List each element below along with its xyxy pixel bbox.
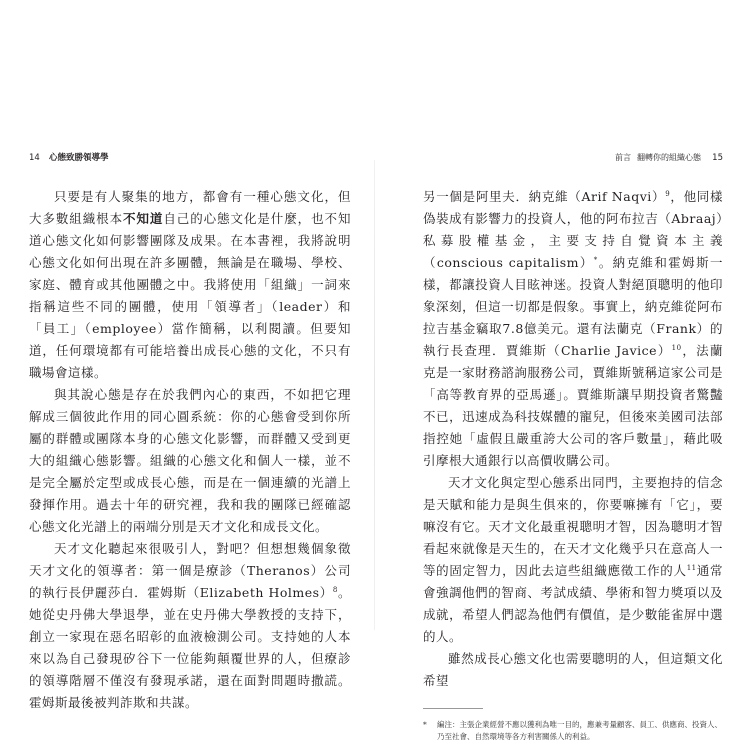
left-page-number: 14 — [29, 153, 40, 163]
footnote-text: 編注：主張企業經營不應以獲利為唯一目的，應兼考量顧客、員工、供應商、投資人、乃至社會、自然環境等各方利害關係人的利益。 — [437, 720, 722, 741]
paragraph — [29, 538, 351, 714]
left-page — [29, 150, 351, 714]
paragraph-text: 與其說心態是存在於我們內心的東西，不如把它理解成三個彼此作用的同心圓系統：你的心態會受到你所屬的群體或團隊本身的心態文化影響，而群體又受到更大的組織心態影響。組織的心態文化和個人一樣，並不是完全屬於定型或成長心態，而是在一個連續的光譜上發揮作用。過去十年的研究裡，我和我的團隊已經確認心態文化光譜上的兩端分別是天才文化和成長文化。 — [29, 387, 351, 534]
left-running-header — [29, 150, 351, 166]
paragraph — [423, 186, 723, 472]
paragraph-text: 雖然成長心態文化也需要聰明的人，但這類文化希望 — [423, 651, 723, 688]
endnote-marker: 9 — [665, 189, 671, 198]
left-running-title: 心態致勝領導學 — [49, 153, 109, 163]
paragraph-text: 另一個是阿里夫．納克維（Arif Naqvi） — [423, 189, 666, 204]
right-running-title: 翻轉你的組織心態 — [637, 153, 701, 162]
paragraph-text: ，法蘭克是一家財務諮詢服務公司，賈維斯號稱這家公司是「高等教育界的亞馬遜」。賈維斯讓早期投資者驚豔不已，迅速成為科技媒體的寵兒，但後來美國司法部指控她「虛假且嚴重誇大公司的客戶數量」，藉此吸引摩根大通銀行以高價收購公司。 — [423, 343, 723, 468]
footnote-mark: * — [423, 720, 427, 729]
paragraph — [29, 186, 351, 384]
paragraph-text: 通常會強調他們的智商、考試成績、學術和智力獎項以及成就，希望人們認為他們有價值，是少數能雀屏中選的人。 — [423, 563, 723, 644]
endnote-marker: 8 — [332, 585, 338, 594]
paragraph — [29, 384, 351, 538]
right-page-number: 15 — [712, 153, 723, 163]
right-page-body — [423, 186, 723, 743]
endnote-marker: 11 — [686, 563, 697, 572]
footnote-divider — [423, 708, 483, 709]
paragraph-text: 只要是有人聚集的地方，都會有一種心態文化，但大多數組織根本 — [29, 189, 351, 226]
paragraph-text: 天才文化聽起來很吸引人，對吧？但想想幾個象徵天才文化的領導者：第一個是療診（Theranos）公司的執行長伊麗莎白．霍姆斯（Elizabeth Holmes） — [29, 541, 351, 600]
page-gutter — [374, 160, 375, 630]
paragraph-text: ，他同樣偽裝成有影響力的投資人，他的阿布拉吉（Abraaj）私募股權基金，主要支持自覺資本主義（conscious capitalism） — [423, 189, 723, 270]
paragraph-text: 。納克維和霍姆斯一樣，都讓投資人目眩神迷。投資人對絕頂聰明的他印象深刻，但這一切都是假象。事實上，納克維從阿布拉吉基金竊取7.8億美元。還有法蘭克（Frank）的執行長查理．賈維斯（Charlie Javice） — [423, 255, 723, 358]
paragraph — [423, 472, 723, 648]
left-page-body — [29, 186, 351, 714]
paragraph-text: 自己的心態文化是什麼，也不知道心態文化如何影響團隊及成果。在本書裡，我將說明心態文化如何出現在許多團體，無論是在職場、學校、家庭、體育或其他團體之中。我將使用「組織」一詞來指稱這些不同的團體，使用「領導者」（leader）和「員工」（employee）當作簡稱，以利閱讀。但要知道，任何環境都有可能培養出成長心態的文化，不只有職場會這樣。 — [29, 211, 351, 380]
footnote-marker: * — [593, 255, 598, 264]
paragraph-text: 天才文化與定型心態系出同門，主要抱持的信念是天賦和能力是與生俱來的，你要嘛擁有「它」，要嘛沒有它。天才文化最重視聰明才智，因為聰明才智看起來就像是天生的，在天才文化幾乎只在意高人一等的固定智力，因此去這些組織應徵工作的人 — [423, 475, 723, 578]
right-running-header — [423, 150, 723, 166]
paragraph — [423, 648, 723, 692]
right-running-title-group — [615, 150, 701, 166]
section-label: 前言 — [615, 153, 631, 162]
endnote-marker: 10 — [671, 343, 682, 352]
right-page — [423, 150, 723, 743]
footnote — [423, 719, 723, 743]
emphasis-text: 不知道 — [123, 211, 164, 226]
paragraph-text: 。她從史丹佛大學退學，並在史丹佛大學教授的支持下，創立一家現在惡名昭彰的血液檢測公司。支持她的人本來以為自己發現矽谷下一位能夠顛覆世界的人，但療診的領導階層不僅沒有發現承諾，還在面對問題時撒謊。霍姆斯最後被判詐欺和共謀。 — [29, 585, 351, 710]
